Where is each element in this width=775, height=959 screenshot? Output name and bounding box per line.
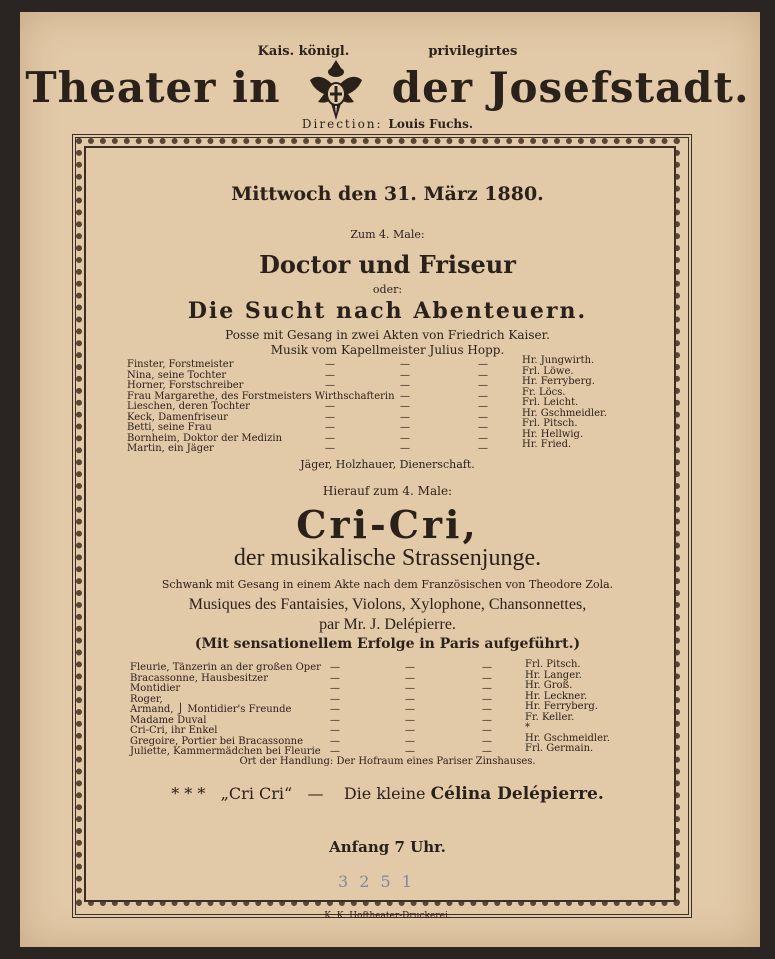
play2-cast-roles [130, 663, 321, 758]
cast-actor: Fr. Löcs. [522, 386, 566, 398]
cast-actor: Hr. Langer. [525, 669, 582, 681]
director-name: Louis Fuchs. [388, 117, 474, 131]
play2-genre: Schwank mit Gesang in einem Akte nach dem Französischen von Theodore Zola. [161, 578, 614, 591]
cast-role: Armand, ⎭ Montidier's Freunde [130, 704, 292, 715]
cast-role: Gregoire, Portier bei Bracassonne [130, 735, 304, 747]
note-stars: * * * [171, 784, 206, 803]
cast-actor: Hr. Gschmeidler. [525, 732, 610, 744]
cast-role: Fleurie, Tänzerin an der großen Oper [130, 662, 321, 673]
cast-actor: * [525, 722, 530, 733]
cast-actor: Hr. Fried. [522, 439, 572, 450]
play1-cast-roles [127, 360, 395, 455]
privilege-left: Kais. königl. [257, 44, 350, 59]
title-left: Theater in [25, 63, 281, 112]
direction-line [0, 117, 775, 131]
cast-role: Martin, ein Jäger [127, 443, 214, 454]
cast-role: Bracassonne, Hausbesitzer [130, 672, 268, 684]
play2-location: Ort der Handlung: Der Hofraum eines Pariser Zinshauses. [239, 756, 536, 767]
performance-date: Mittwoch den 31. März 1880. [231, 183, 544, 205]
library-stamp: 3 2 5 1 [338, 872, 415, 891]
cast-role: Bornheim, Doktor der Medizin [127, 432, 283, 444]
dash-column: — — — — — — — — — [405, 662, 415, 757]
play2-intro: Hierauf zum 4. Male: [322, 484, 453, 498]
play1-music: Musik vom Kapellmeister Julius Hopp. [270, 343, 505, 357]
note-text: Die kleine [343, 784, 426, 803]
note-actor: Célina Delépierre. [430, 784, 604, 804]
dash-column: — — — — — — — — — [330, 662, 340, 757]
play2-musiques: Musiques des Fantaisies, Violons, Xylophone, Chansonnettes, [188, 596, 587, 613]
dash-column: — — — — — — — — — [478, 359, 488, 454]
cast-role: Finster, Forstmeister [127, 359, 234, 370]
play2-composer: par Mr. J. Delépierre. [319, 616, 456, 633]
theater-title [0, 58, 775, 124]
cast-actor: Frl. Pitsch. [525, 659, 581, 670]
direction-label: Direction: [301, 117, 383, 131]
cast-role: Keck, Damenfriseur [127, 411, 228, 423]
play1-oder: oder: [372, 283, 403, 296]
cast-role: Roger, [130, 693, 163, 705]
privilege-right: privilegirtes [428, 44, 518, 59]
cast-actor: Hr. Ferryberg. [522, 376, 595, 387]
cast-role: Betti, seine Frau [127, 422, 212, 433]
cast-role: Nina, seine Tochter [127, 369, 227, 381]
cast-actor: Hr. Leckner. [525, 690, 588, 702]
play1-extras: Jäger, Holzhauer, Dienerschaft. [300, 458, 475, 471]
note-dash: — [307, 784, 324, 803]
cast-actor: Hr. Jungwirth. [522, 355, 595, 366]
start-time: Anfang 7 Uhr. [329, 838, 446, 856]
double-eagle-crest-icon [306, 58, 366, 124]
cast-actor: Hr. Groß. [525, 680, 573, 691]
play1-intro: Zum 4. Male: [350, 228, 425, 241]
play1-subtitle: Die Sucht nach Abenteuern. [187, 298, 588, 324]
cast-actor: Frl. Pitsch. [522, 418, 578, 429]
title-right: der Josefstadt. [391, 63, 750, 112]
cast-role: Juliette, Kammermädchen bei Fleurie [130, 746, 321, 757]
play2-subtitle: der musikalische Strassenjunge. [233, 545, 542, 571]
note-role: „Cri Cri“ [220, 784, 293, 803]
cast-actor: Frl. Löwe. [522, 365, 574, 377]
play2-success-note: (Mit sensationellem Erfolge in Paris aufgeführt.) [194, 636, 581, 652]
cast-actor: Frl. Germain. [525, 743, 594, 754]
play2-cast-actors [525, 660, 610, 755]
dash-column: — — — — — — — — — [482, 662, 492, 757]
play1-genre: Posse mit Gesang in zwei Akten von Friedrich Kaiser. [225, 328, 550, 342]
cricri-note [0, 784, 775, 804]
cast-role: Montidier [130, 683, 181, 694]
cast-role: Horner, Forstschreiber [127, 380, 244, 391]
play1-title: Doctor und Friseur [259, 250, 516, 279]
dash-column: — — — — — — — — — [400, 359, 410, 454]
cast-actor: Fr. Keller. [525, 711, 575, 723]
play2-title: Cri-Cri, [296, 502, 479, 547]
privilege-line [0, 44, 775, 59]
cast-role: Madame Duval [130, 714, 207, 726]
cast-role: Cri-Cri, ihr Enkel [130, 725, 218, 736]
printer-line: K. K. Hoftheater-Druckerei. [324, 911, 451, 921]
cast-actor: Hr. Ferryberg. [525, 701, 598, 712]
cast-actor: Frl. Leicht. [522, 397, 579, 408]
play1-cast-actors [522, 356, 607, 451]
cast-role: Frau Margarethe, des Forstmeisters Wirthschafterin [127, 390, 395, 402]
cast-role: Lieschen, deren Tochter [127, 401, 250, 412]
cast-actor: Hr. Hellwig. [522, 428, 584, 440]
dash-column: — — — — — — — — [325, 359, 335, 454]
cast-actor: Hr. Gschmeidler. [522, 407, 607, 419]
